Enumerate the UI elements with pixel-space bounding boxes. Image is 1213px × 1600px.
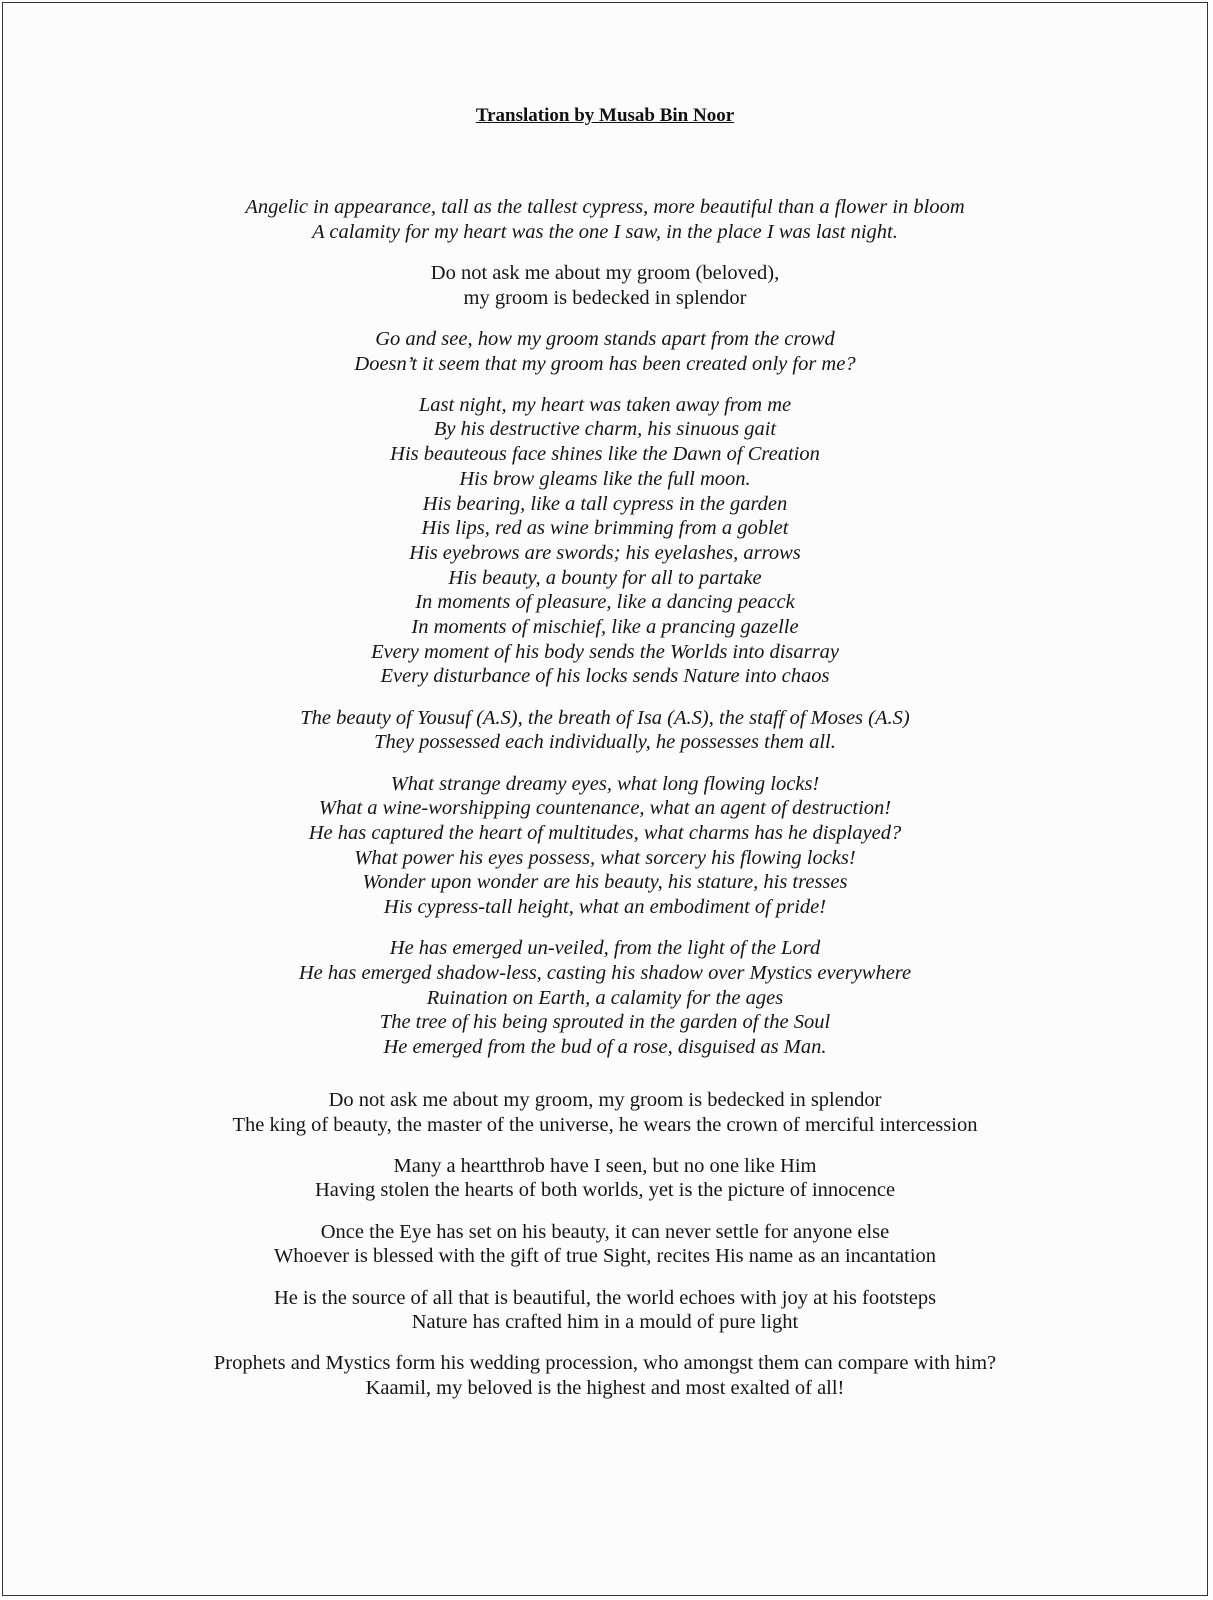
poem-line: By his destructive charm, his sinuous gait — [433, 418, 777, 441]
poem-line: He has emerged shadow-less, casting his shadow over Mystics everywhere — [298, 961, 912, 984]
poem-line: Many a heartthrob have I seen, but no one like Him — [393, 1154, 817, 1177]
stanza — [3, 261, 1207, 310]
poem-line: Having stolen the hearts of both worlds, yet is the picture of innocence — [314, 1179, 896, 1202]
poem-line: The tree of his being sprouted in the garden of the Soul — [379, 1011, 831, 1034]
poem-line: He emerged from the bud of a rose, disguised as Man. — [383, 1036, 827, 1059]
stanza — [3, 1220, 1207, 1269]
poem-line: A calamity for my heart was the one I saw, in the place I was last night. — [312, 220, 898, 243]
document-title: Translation by Musab Bin Noor — [475, 105, 735, 126]
poem-line: Every disturbance of his locks sends Nature into chaos — [380, 665, 830, 688]
poem-line: Kaamil, my beloved is the highest and most exalted of all! — [365, 1377, 845, 1400]
poem-line: His beauty, a bounty for all to partake — [448, 566, 762, 589]
stanza — [3, 772, 1207, 920]
poem-line: In moments of mischief, like a prancing gazelle — [411, 616, 799, 639]
poem-line: His brow gleams like the full moon. — [459, 467, 751, 490]
poem-line: Every moment of his body sends the Worlds into disarray — [371, 640, 839, 663]
poem-line: The beauty of Yousuf (A.S), the breath of Isa (A.S), the staff of Moses (A.S) — [300, 706, 910, 729]
poem-line: The king of beauty, the master of the universe, he wears the crown of merciful intercession — [232, 1113, 978, 1136]
stanza — [3, 706, 1207, 755]
poem-line: Whoever is blessed with the gift of true Sight, recites His name as an incantation — [273, 1245, 937, 1268]
poem-line: What power his eyes possess, what sorcery his flowing locks! — [354, 846, 856, 869]
stanza — [3, 1351, 1207, 1400]
poem-line: Prophets and Mystics form his wedding procession, who amongst them can compare with him? — [213, 1352, 997, 1375]
poem-line: His eyebrows are swords; his eyelashes, arrows — [409, 541, 801, 564]
poem-line: Wonder upon wonder are his beauty, his stature, his tresses — [362, 871, 848, 894]
poem-line: What strange dreamy eyes, what long flowing locks! — [390, 772, 820, 795]
poem-line: Once the Eye has set on his beauty, it can never settle for anyone else — [320, 1220, 890, 1243]
stanza — [3, 1286, 1207, 1335]
poem-line: Last night, my heart was taken away from me — [418, 393, 792, 416]
poem-line: He has emerged un-veiled, from the light of the Lord — [389, 937, 821, 960]
poem-line: His cypress-tall height, what an embodiment of pride! — [383, 896, 827, 919]
poem-line: Angelic in appearance, tall as the tallest cypress, more beautiful than a flower in bloom — [245, 196, 965, 218]
poem-line: In moments of pleasure, like a dancing peacck — [415, 591, 795, 614]
poem-line: His bearing, like a tall cypress in the garden — [422, 492, 788, 515]
stanza — [3, 327, 1207, 376]
poem-line: He is the source of all that is beautiful, the world echoes with joy at his footsteps — [273, 1286, 937, 1309]
poem-line: Nature has crafted him in a mould of pure light — [411, 1311, 799, 1334]
poem-line: Do not ask me about my groom (beloved), — [430, 261, 780, 284]
poem-line: They possessed each individually, he possesses them all. — [374, 731, 836, 754]
poem-line: What a wine-worshipping countenance, what an agent of destruction! — [318, 797, 892, 820]
poem-line: His beauteous face shines like the Dawn of Creation — [390, 443, 820, 466]
poem-line: Ruination on Earth, a calamity for the ages — [426, 986, 784, 1009]
poem-line: He has captured the heart of multitudes, what charms has he displayed? — [308, 821, 902, 844]
stanza — [3, 195, 1207, 244]
document-page — [2, 2, 1208, 1596]
poem-line: Doesn’t it seem that my groom has been created only for me? — [354, 352, 856, 375]
poem-line: His lips, red as wine brimming from a goblet — [421, 517, 789, 540]
poem-line: my groom is bedecked in splendor — [463, 286, 747, 309]
poem-line: Go and see, how my groom stands apart from the crowd — [375, 327, 835, 350]
stanza — [3, 393, 1207, 689]
poem-body — [3, 195, 1207, 1417]
stanza — [3, 1154, 1207, 1203]
stanza — [3, 936, 1207, 1060]
poem-line: Do not ask me about my groom, my groom is bedecked in splendor — [328, 1088, 882, 1111]
stanza — [3, 1088, 1207, 1137]
